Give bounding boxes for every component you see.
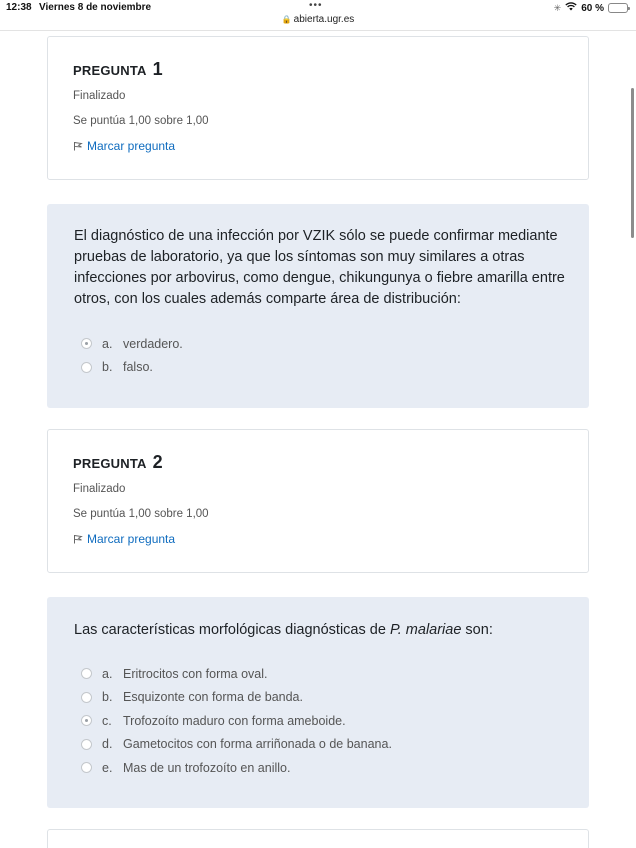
question-1-info bbox=[47, 36, 589, 180]
flag-icon bbox=[73, 534, 83, 544]
answer-option[interactable] bbox=[81, 756, 392, 780]
lock-icon: 🔒 bbox=[281, 15, 292, 24]
question-1-number bbox=[73, 59, 163, 80]
flag-question-link[interactable] bbox=[73, 532, 175, 546]
answer-letter: a. bbox=[102, 336, 113, 351]
question-2-content bbox=[47, 597, 589, 808]
answer-letter: b. bbox=[102, 690, 113, 705]
radio-icon[interactable] bbox=[81, 739, 92, 750]
flag-label: Marcar pregunta bbox=[87, 532, 176, 546]
wifi-icon bbox=[565, 2, 577, 14]
answer-letter: c. bbox=[102, 713, 112, 728]
answer-option[interactable] bbox=[81, 733, 392, 757]
question-number: 1 bbox=[152, 59, 163, 79]
divider bbox=[0, 30, 636, 31]
radio-icon[interactable] bbox=[81, 668, 92, 679]
question-text-part: Las características morfológicas diagnósticas de bbox=[74, 622, 390, 638]
answer-text: Trofozoíto maduro con forma ameboide. bbox=[123, 713, 346, 728]
question-grade: Se puntúa 1,00 sobre 1,00 bbox=[73, 508, 209, 520]
answer-option[interactable] bbox=[81, 709, 392, 733]
answer-letter: a. bbox=[102, 666, 113, 681]
address-bar[interactable] bbox=[0, 14, 636, 30]
question-label: PREGUNTA bbox=[73, 456, 147, 471]
answer-text: Esquizonte con forma de banda. bbox=[123, 690, 303, 705]
answer-letter: b. bbox=[102, 360, 113, 375]
radio-icon[interactable] bbox=[81, 362, 92, 373]
multitask-dots-icon[interactable]: ••• bbox=[309, 0, 323, 11]
answer-option[interactable] bbox=[81, 356, 183, 380]
question-2-text bbox=[74, 620, 569, 641]
status-indicators bbox=[554, 2, 628, 14]
answer-text: Mas de un trofozoíto en anillo. bbox=[123, 760, 291, 775]
radio-icon[interactable] bbox=[81, 692, 92, 703]
radio-icon[interactable] bbox=[81, 762, 92, 773]
answer-option[interactable] bbox=[81, 662, 392, 686]
answer-option[interactable] bbox=[81, 332, 183, 356]
status-date: Viernes 8 de noviembre bbox=[39, 2, 152, 13]
flag-label: Marcar pregunta bbox=[87, 139, 176, 153]
answer-letter: e. bbox=[102, 760, 113, 775]
question-2-info bbox=[47, 429, 589, 573]
url-text: abierta.ugr.es bbox=[293, 14, 355, 25]
answer-text: Gametocitos con forma arriñonada o de banana. bbox=[123, 737, 392, 752]
page-scrollbar[interactable] bbox=[631, 88, 634, 238]
radio-selected-icon[interactable] bbox=[81, 715, 92, 726]
loading-icon: ✳ bbox=[553, 2, 562, 13]
radio-selected-icon[interactable] bbox=[81, 338, 92, 349]
question-1-answers bbox=[81, 332, 183, 379]
question-2-answers bbox=[81, 662, 392, 780]
question-1-content bbox=[47, 204, 589, 408]
flag-icon bbox=[73, 141, 83, 151]
question-state: Finalizado bbox=[73, 483, 126, 495]
question-1-text: El diagnóstico de una infección por VZIK sólo se puede confirmar mediante pruebas de laboratorio, ya que los síntomas son muy similares a otras infecciones por arbovirus, como dengue, chikungunya o fiebre amarilla entre otros, con los cuales además comparte área de distribución: bbox=[74, 228, 565, 307]
question-number: 2 bbox=[152, 452, 163, 472]
answer-text: falso. bbox=[123, 360, 153, 375]
question-text-part: son: bbox=[461, 622, 493, 638]
answer-option[interactable] bbox=[81, 686, 392, 710]
battery-percent: 60 % bbox=[581, 2, 604, 14]
species-name: P. malariae bbox=[389, 622, 462, 638]
question-2-number bbox=[73, 452, 163, 473]
question-3-info-partial bbox=[47, 829, 589, 848]
question-state: Finalizado bbox=[73, 90, 126, 102]
answer-text: verdadero. bbox=[123, 336, 183, 351]
status-time: 12:38 bbox=[6, 2, 32, 13]
answer-text: Eritrocitos con forma oval. bbox=[123, 666, 268, 681]
flag-question-link[interactable] bbox=[73, 139, 175, 153]
question-label: PREGUNTA bbox=[73, 63, 147, 78]
battery-icon bbox=[608, 3, 628, 13]
answer-letter: d. bbox=[102, 737, 113, 752]
question-grade: Se puntúa 1,00 sobre 1,00 bbox=[73, 115, 209, 127]
